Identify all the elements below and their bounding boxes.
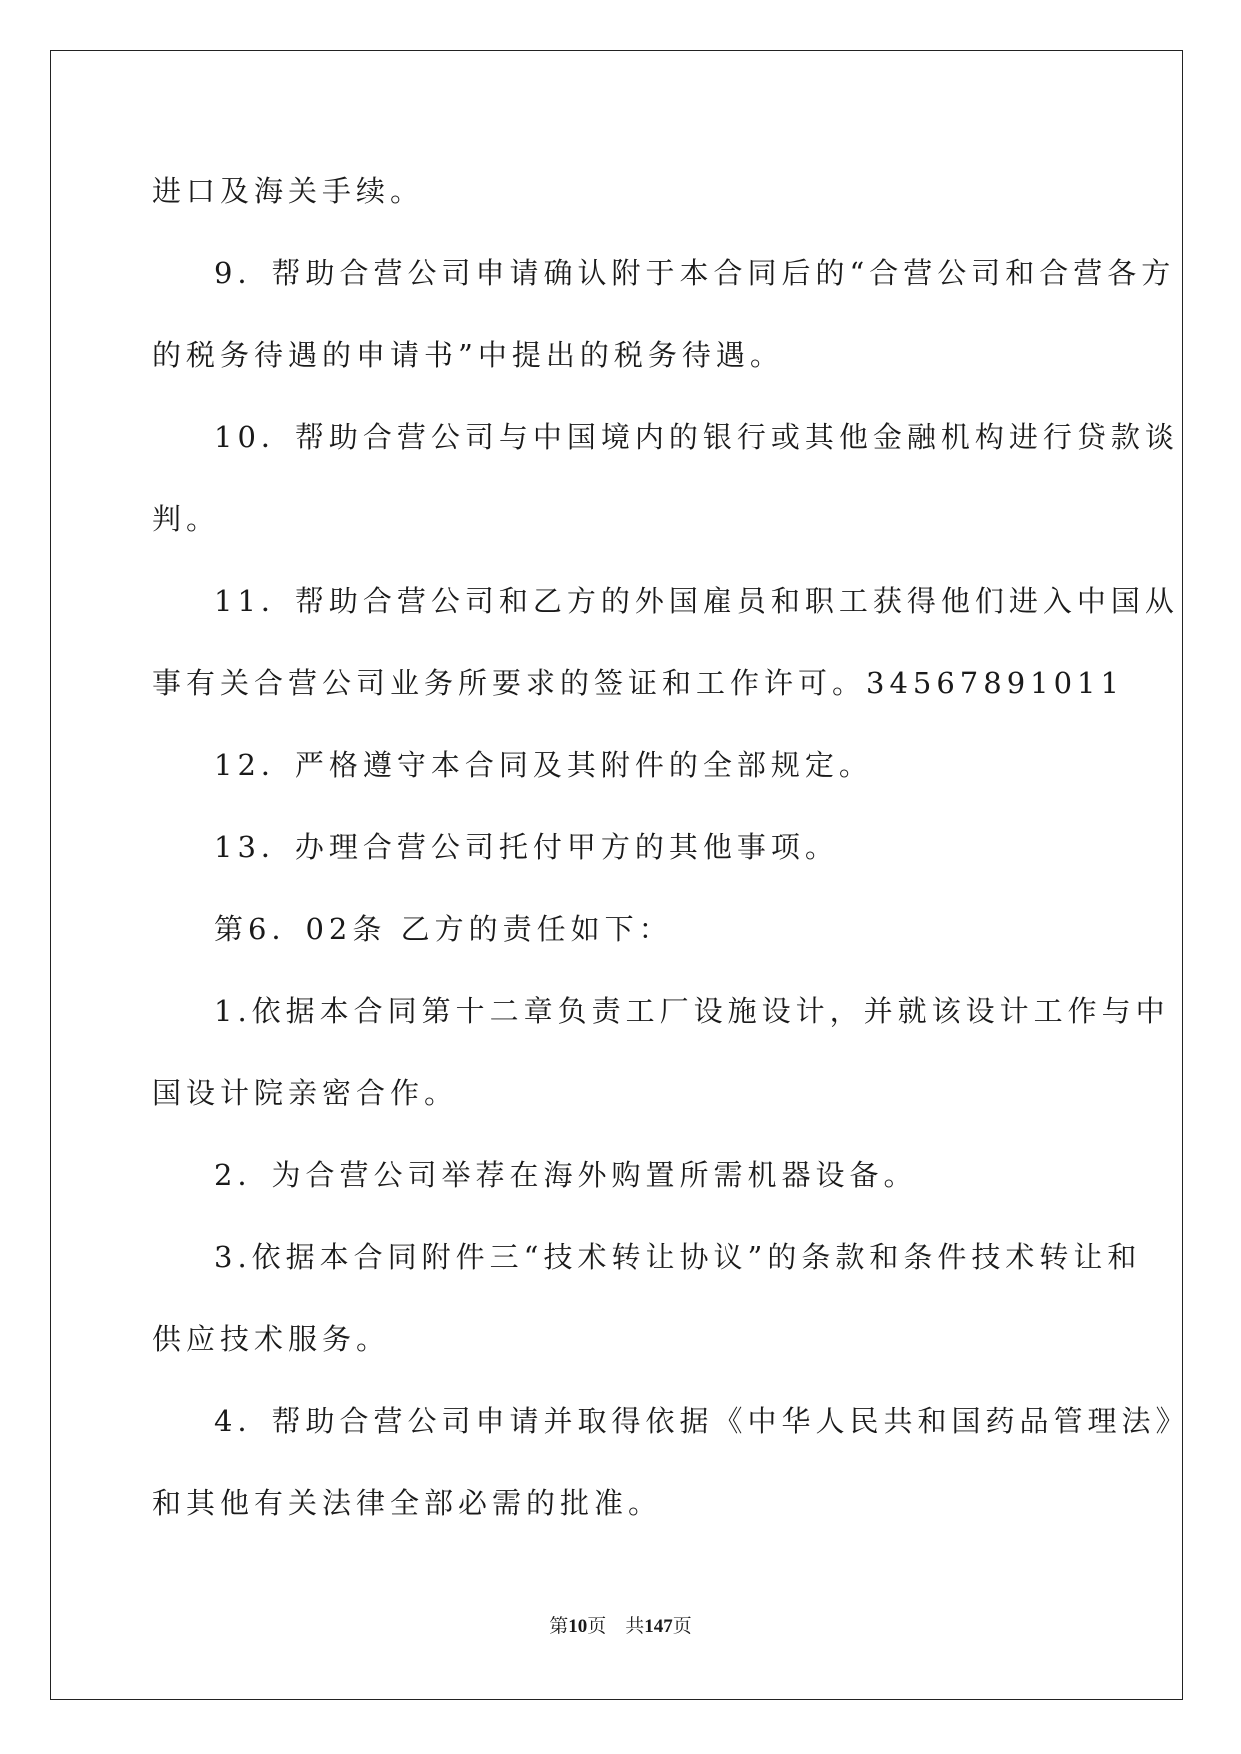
clause-item-11-cont	[152, 642, 1124, 724]
line: 11．帮助合营公司和乙方的外国雇员和职工获得他们进入中国从	[214, 584, 1179, 618]
line: 4．帮助合营公司申请并取得依据《中华人民共和国药品管理法》	[214, 1404, 1190, 1438]
current-page-number: 10	[568, 1616, 588, 1637]
line: 9．帮助合营公司申请确认附于本合同后的“合营公司和合营各方	[214, 256, 1176, 290]
clause-item-9	[152, 232, 1176, 314]
line: 进口及海关手续。	[152, 174, 425, 208]
heading-text: 第6．02条 乙方的责任如下：	[214, 912, 673, 946]
line: 13．办理合营公司托付甲方的其他事项。	[214, 830, 839, 864]
paragraph-continuation	[152, 150, 1084, 232]
line: 判。	[152, 502, 221, 536]
line: 国设计院亲密合作。	[152, 1076, 459, 1110]
clause-item-10-cont	[152, 478, 1084, 560]
clause-item-13	[152, 806, 1084, 888]
line: 3.依据本合同附件三“技术转让协议”的条款和条件技术转让和	[214, 1240, 1142, 1274]
footer-mid: 页 共	[587, 1616, 645, 1637]
clause-heading-6-02	[152, 888, 1084, 970]
footer-prefix: 第	[549, 1616, 569, 1637]
line: 的税务待遇的申请书”中提出的税务待遇。	[152, 338, 784, 372]
line: 1.依据本合同第十二章负责工厂设施设计，并就该设计工作与中	[214, 994, 1170, 1028]
total-page-count: 147	[644, 1616, 673, 1637]
line: 和其他有关法律全部必需的批准。	[152, 1486, 663, 1520]
clause-item-12	[152, 724, 1084, 806]
line: 10．帮助合营公司与中国境内的银行或其他金融机构进行贷款谈	[214, 420, 1179, 454]
clause-item-9-cont	[152, 314, 1084, 396]
footer-suffix: 页	[672, 1616, 692, 1637]
page-footer	[0, 1611, 1241, 1638]
clause-item-10	[152, 396, 1179, 478]
line: 事有关合营公司业务所要求的签证和工作许可。34567891011	[152, 666, 1124, 700]
duty-item-4	[152, 1380, 1190, 1462]
duty-item-1-cont	[152, 1052, 1084, 1134]
duty-item-3	[152, 1216, 1142, 1298]
clause-item-11	[152, 560, 1179, 642]
line: 供应技术服务。	[152, 1322, 391, 1356]
duty-item-3-cont	[152, 1298, 1084, 1380]
line: 2．为合营公司举荐在海外购置所需机器设备。	[214, 1158, 918, 1192]
duty-item-2	[152, 1134, 1084, 1216]
duty-item-4-cont	[152, 1462, 1084, 1544]
line: 12．严格遵守本合同及其附件的全部规定。	[214, 748, 873, 782]
document-body	[152, 150, 1190, 1544]
duty-item-1	[152, 970, 1170, 1052]
